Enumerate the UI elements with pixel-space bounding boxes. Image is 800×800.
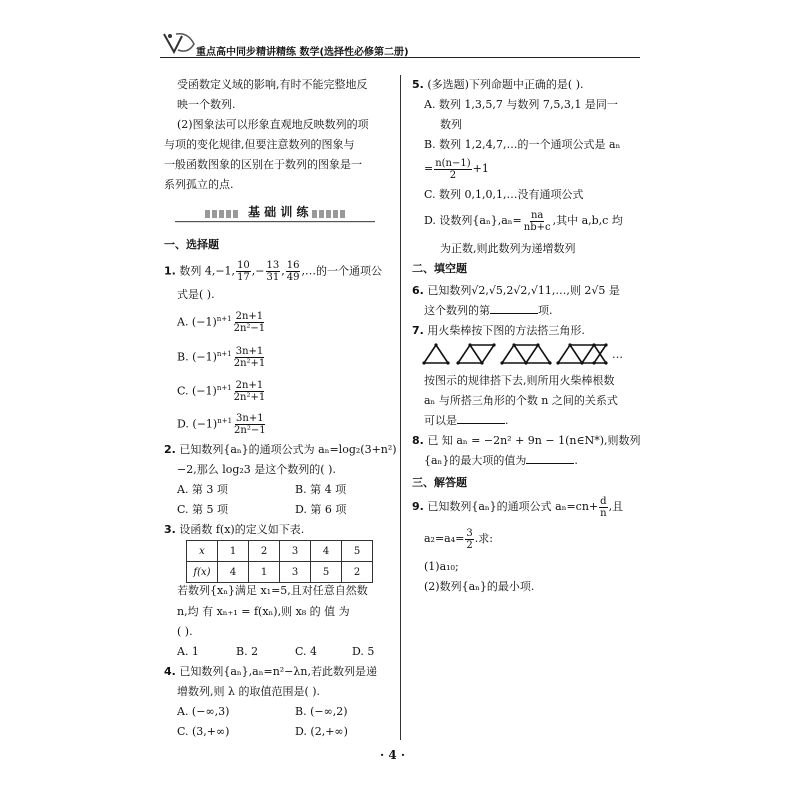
intro-line-2: 映一个数列. xyxy=(177,98,236,111)
q1-option-a: A. $(-1)^{n+1}$ $\frac{2n+1}{\text{2n²−1}}$ xyxy=(177,311,266,335)
intro-line-5: 一般函数图象的区别在于数列的图象是一 xyxy=(164,158,362,171)
table-cell: 2 xyxy=(342,562,373,583)
table-cell: 2 xyxy=(249,541,280,562)
q1-number: 1. xyxy=(164,264,176,278)
table-cell: 4 xyxy=(218,562,249,583)
q5-option-a-1: A. 数列 1,3,5,7 与数列 7,5,3,1 是同一 xyxy=(424,98,618,111)
q6-line-1: 6. 已知数列√2,√5,2√2,√11,…,则 2√5 是 xyxy=(412,284,620,297)
q2-option-c: C. 第 5 项 xyxy=(177,503,229,516)
q7-answer-blank[interactable] xyxy=(457,413,505,424)
q1-option-d: D. $(-1)^{n+1}$ $\frac{3n+1}{\text{2n²−1}}$ xyxy=(177,413,266,437)
q3-option-c: C. 4 xyxy=(295,645,318,658)
table-cell: 3 xyxy=(280,541,311,562)
q5-option-b-2: = $\frac{n(n-1)}{2}$ +1 xyxy=(424,157,489,181)
q3-option-d: D. 5 xyxy=(352,645,375,658)
header-title: 重点高中同步精讲精练 数学(选择性必修第二册) xyxy=(196,47,409,58)
table-row xyxy=(187,562,373,583)
q2-option-d: D. 第 6 项 xyxy=(295,503,347,516)
q5-option-c: C. 数列 0,1,0,1,…没有通项公式 xyxy=(424,188,584,201)
header-rule xyxy=(160,57,640,58)
table-cell: 4 xyxy=(311,541,342,562)
publisher-logo-icon xyxy=(162,30,196,56)
q1-stem-b: ,…的一个通项公 xyxy=(301,264,382,278)
q7-line-4: 可以是 . xyxy=(424,414,509,427)
q5-option-d-2: 为正数,则此数列为递增数列 xyxy=(440,242,576,255)
q1-frac-2: $\frac{13}{31}$ xyxy=(266,260,280,283)
q4-option-b: B. (−∞,2) xyxy=(295,705,348,718)
banner-label: 基 础 训 练 xyxy=(248,205,309,219)
table-cell: 5 xyxy=(342,541,373,562)
q1-stem: 1. 数列 4,−1, $\frac{10}{17}$ ,− $\frac{13}{31}$ , $\frac{16}{49}$ ,…的一个通项公 xyxy=(164,260,382,283)
q4-line-1: 4. 已知数列{aₙ},aₙ=n²−λn,若此数列是递 xyxy=(164,665,377,678)
q8-line-1: 8. 已 知 aₙ = −2n² + 9n − 1(n∈N*),则数列 xyxy=(412,434,641,447)
q4-line-2: 增数列,则 λ 的取值范围是( ). xyxy=(177,685,321,698)
table-cell: 1 xyxy=(218,541,249,562)
intro-line-4: 与项的变化规律,但要注意数列的图象与 xyxy=(164,138,355,151)
section-answer-heading: 三、解答题 xyxy=(412,476,467,489)
matchstick-triangles-diagram xyxy=(420,342,630,366)
q2-option-b: B. 第 4 项 xyxy=(295,483,347,496)
table-row xyxy=(187,541,373,562)
intro-line-3: (2)图象法可以形象直观地反映数列的项 xyxy=(177,118,369,131)
q5-option-d-1: D. 设数列{aₙ},aₙ= $\frac{na}{nb+c}$ ,其中 a,b,c 均 xyxy=(424,209,623,233)
intro-line-1: 受函数定义域的影响,有时不能完整地反 xyxy=(177,78,368,91)
q3-line-4: ( ). xyxy=(177,625,193,638)
q7-line-1: 7. 用火柴棒按下图的方法搭三角形. xyxy=(412,324,585,337)
q7-ellipsis: … xyxy=(612,348,623,361)
q4-option-d: D. (2,+∞) xyxy=(295,725,348,738)
table-cell: 1 xyxy=(249,562,280,583)
page-number: · 4 · xyxy=(380,748,406,762)
q3-line-3: n,均 有 xₙ₊₁ = f(xₙ),则 x₈ 的 值 为 xyxy=(177,605,350,618)
q3-option-a: A. 1 xyxy=(177,645,199,658)
q7-line-2: 按图示的规律搭下去,则所用火柴棒根数 xyxy=(424,374,615,387)
q1-option-c: C. $(-1)^{n+1}$ $\frac{2n+1}{\text{2n²+1}}$ xyxy=(177,380,266,404)
q9-sub-1: (1)a₁₀; xyxy=(424,560,459,573)
table-cell: x xyxy=(187,541,218,562)
q1-stem-a: 数列 4,−1, xyxy=(179,264,236,278)
q1-option-b: B. $(-1)^{n+1}$ $\frac{3n+1}{\text{2n²+1}}$ xyxy=(177,346,266,370)
q5-line-1: 5. (多选题)下列命题中正确的是( ). xyxy=(412,78,584,91)
q3-option-b: B. 2 xyxy=(236,645,259,658)
intro-line-6: 系列孤立的点. xyxy=(164,178,234,191)
q8-answer-blank[interactable] xyxy=(526,453,574,464)
q2-line-1: 2. 已知数列{aₙ}的通项公式为 aₙ=log₂(3+n²) xyxy=(164,443,397,456)
section-fill-heading: 二、填空题 xyxy=(412,262,467,275)
q3-line-1: 3. 设函数 f(x)的定义如下表. xyxy=(164,523,305,536)
table-cell: 3 xyxy=(280,562,311,583)
q9-line-2: a₂=a₄= $\frac{3}{2}$ .求: xyxy=(424,527,493,551)
q7-line-3: aₙ 与所搭三角形的个数 n 之间的关系式 xyxy=(424,394,618,407)
q2-option-a: A. 第 3 项 xyxy=(177,483,228,496)
table-cell: 5 xyxy=(311,562,342,583)
table-cell: f(x) xyxy=(187,562,218,583)
q9-line-1: 9. 已知数列{aₙ}的通项公式 aₙ=cn+ $\frac{d}{n}$ ,且 xyxy=(412,495,624,519)
q6-line-2: 这个数列的第 项. xyxy=(424,304,553,317)
q4-option-a: A. (−∞,3) xyxy=(177,705,230,718)
q1-frac-1: $\frac{10}{17}$ xyxy=(237,260,250,283)
q1-stem-c: 式是( ). xyxy=(177,288,215,301)
q2-line-2: −2,那么 log₂3 是这个数列的( ). xyxy=(177,463,336,476)
q3-function-table xyxy=(186,540,373,583)
q5-option-b-1: B. 数列 1,2,4,7,…的一个通项公式是 aₙ xyxy=(424,138,621,151)
section-choice-heading: 一、选择题 xyxy=(164,238,219,251)
column-divider xyxy=(400,75,401,740)
q5-option-a-2: 数列 xyxy=(440,118,462,131)
q1-frac-3: $\frac{16}{49}$ xyxy=(286,260,300,283)
q4-option-c: C. (3,+∞) xyxy=(177,725,230,738)
q8-line-2: {aₙ}的最大项的值为 . xyxy=(424,454,578,467)
q9-sub-2: (2)数列{aₙ}的最小项. xyxy=(424,580,535,593)
q6-answer-blank[interactable] xyxy=(490,303,538,314)
q3-line-2: 若数列{xₙ}满足 x₁=5,且对任意自然数 xyxy=(177,584,368,597)
